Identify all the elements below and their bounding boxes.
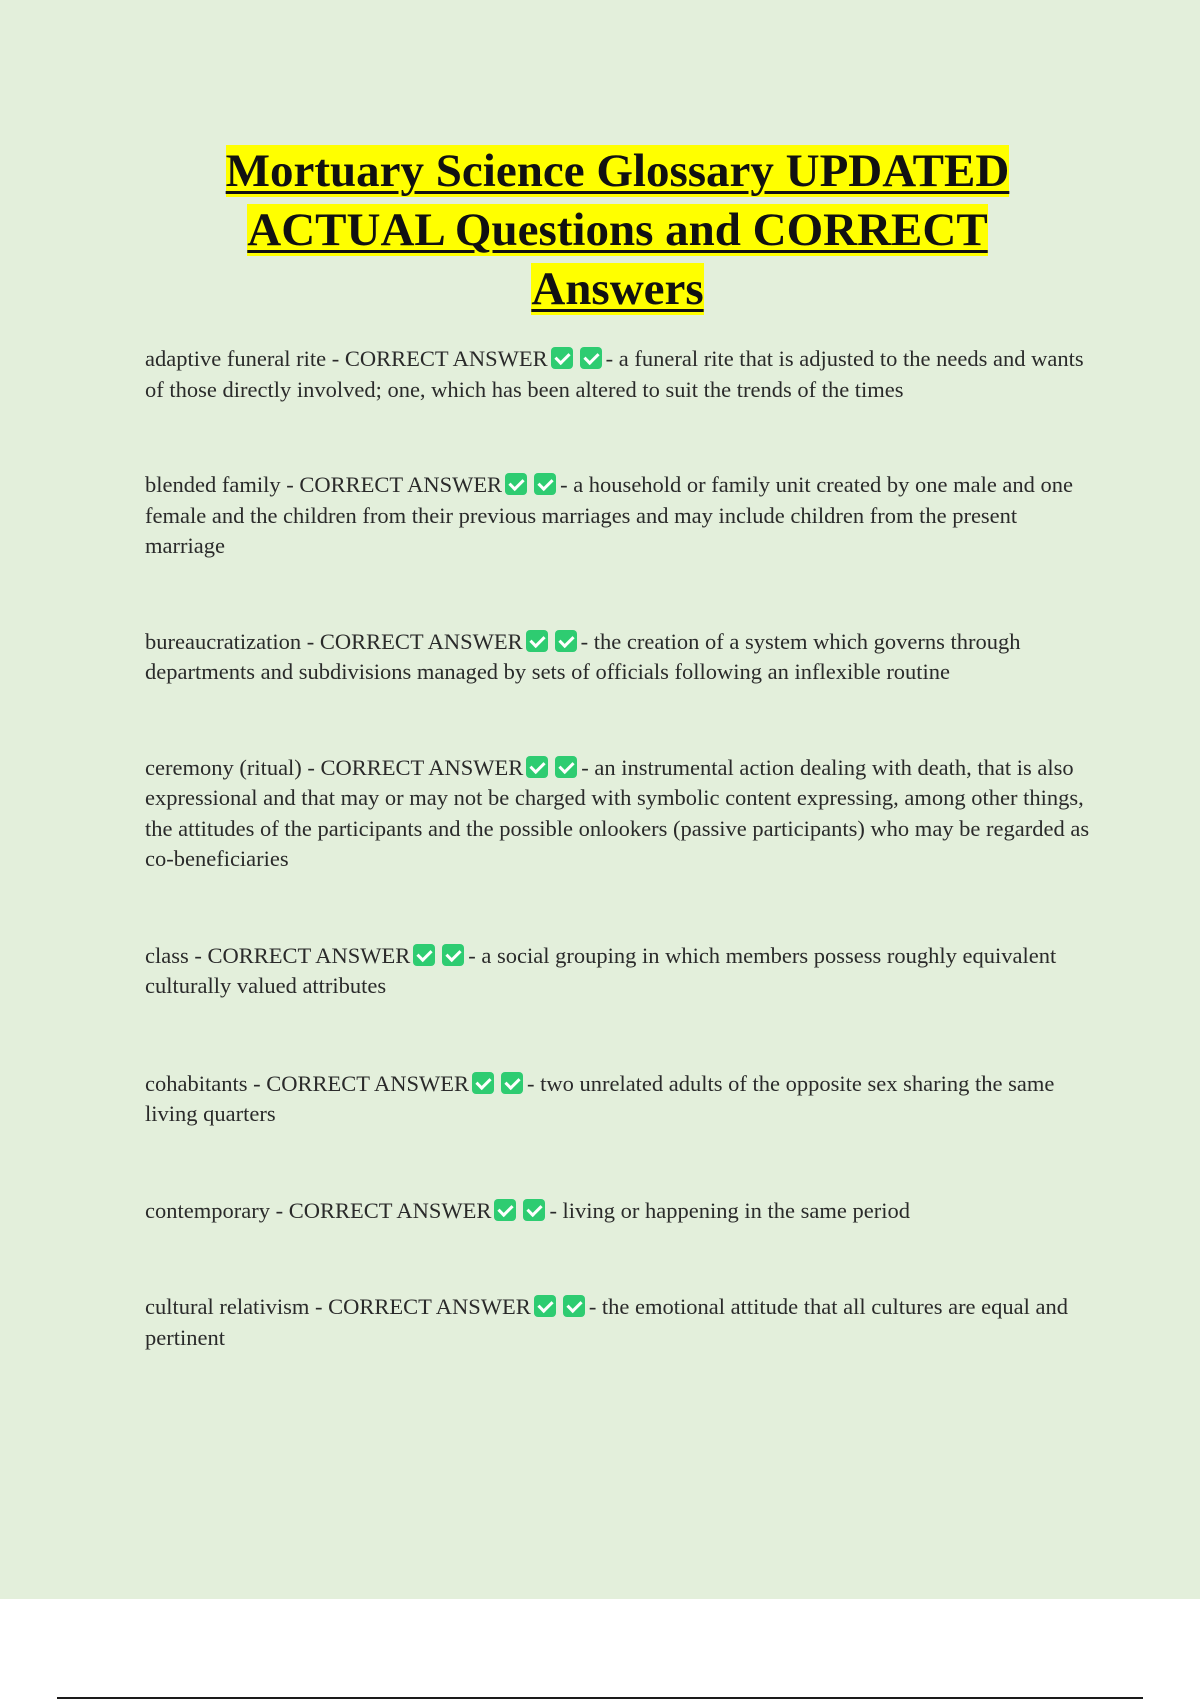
- entry-term: cultural relativism - CORRECT ANSWER: [145, 1294, 531, 1319]
- check-mark-icon: [563, 1295, 585, 1317]
- glossary-list: [145, 344, 1090, 1353]
- entry-definition: - the creation of a system which governs through departments and subdivisions managed by sets of officials following an inflexible routine: [145, 628, 1021, 684]
- entry-definition: - a funeral rite that is adjusted to the needs and wants of those directly involved; one, which has been altered to suit the trends of the times: [145, 346, 1084, 402]
- entry-definition: - an instrumental action dealing with death, that is also expressional and that may or may not be charged with symbolic content expressing, among other things, the attitudes of the participants and the possible onlookers (passive participants) who may be regarded as co-beneficiaries: [145, 754, 1090, 871]
- page-divider: [57, 1697, 1143, 1699]
- document-title: [150, 142, 1085, 319]
- entry-definition: - the emotional attitude that all cultures are equal and pertinent: [145, 1294, 1069, 1350]
- title-line-2: ACTUAL Questions and CORRECT: [247, 204, 988, 256]
- glossary-entry: [145, 1069, 1090, 1130]
- glossary-entry: [145, 753, 1090, 875]
- title-line-3: Answers: [531, 263, 704, 315]
- entry-term: bureaucratization - CORRECT ANSWER: [145, 628, 523, 654]
- entry-term: blended family - CORRECT ANSWER: [145, 472, 503, 497]
- check-mark-icon: [442, 944, 464, 966]
- check-mark-icon: [534, 1295, 556, 1317]
- check-mark-icon: [526, 630, 548, 652]
- glossary-entry: [145, 627, 1090, 688]
- check-mark-icon: [413, 944, 435, 966]
- entry-term: contemporary - CORRECT ANSWER: [145, 1197, 492, 1223]
- entry-term: cohabitants - CORRECT ANSWER: [145, 1070, 469, 1096]
- glossary-entry: [145, 1292, 1090, 1353]
- check-mark-icon: [472, 1072, 494, 1094]
- glossary-entry: [145, 470, 1090, 562]
- glossary-entry: [145, 941, 1090, 1002]
- check-mark-icon: [555, 756, 577, 778]
- check-mark-icon: [505, 473, 527, 495]
- entry-definition: - two unrelated adults of the opposite sex sharing the same living quarters: [145, 1070, 1055, 1126]
- check-mark-icon: [526, 756, 548, 778]
- entry-definition: - living or happening in the same period: [549, 1197, 910, 1223]
- entry-term: adaptive funeral rite - CORRECT ANSWER: [145, 346, 548, 371]
- glossary-entry: [145, 1196, 1090, 1227]
- glossary-entry: [145, 344, 1090, 405]
- check-mark-icon: [501, 1072, 523, 1094]
- check-mark-icon: [534, 473, 556, 495]
- check-mark-icon: [494, 1199, 516, 1221]
- check-mark-icon: [555, 630, 577, 652]
- entry-term: class - CORRECT ANSWER: [145, 942, 411, 968]
- entry-definition: - a social grouping in which members possess roughly equivalent culturally valued attributes: [145, 942, 1057, 998]
- title-line-1: Mortuary Science Glossary UPDATED: [225, 145, 1010, 197]
- check-mark-icon: [523, 1199, 545, 1221]
- check-mark-icon: [580, 347, 602, 369]
- check-mark-icon: [551, 347, 573, 369]
- entry-definition: - a household or family unit created by one male and one female and the children from their previous marriages and may include children from the present marriage: [145, 472, 1074, 558]
- entry-term: ceremony (ritual) - CORRECT ANSWER: [145, 754, 524, 780]
